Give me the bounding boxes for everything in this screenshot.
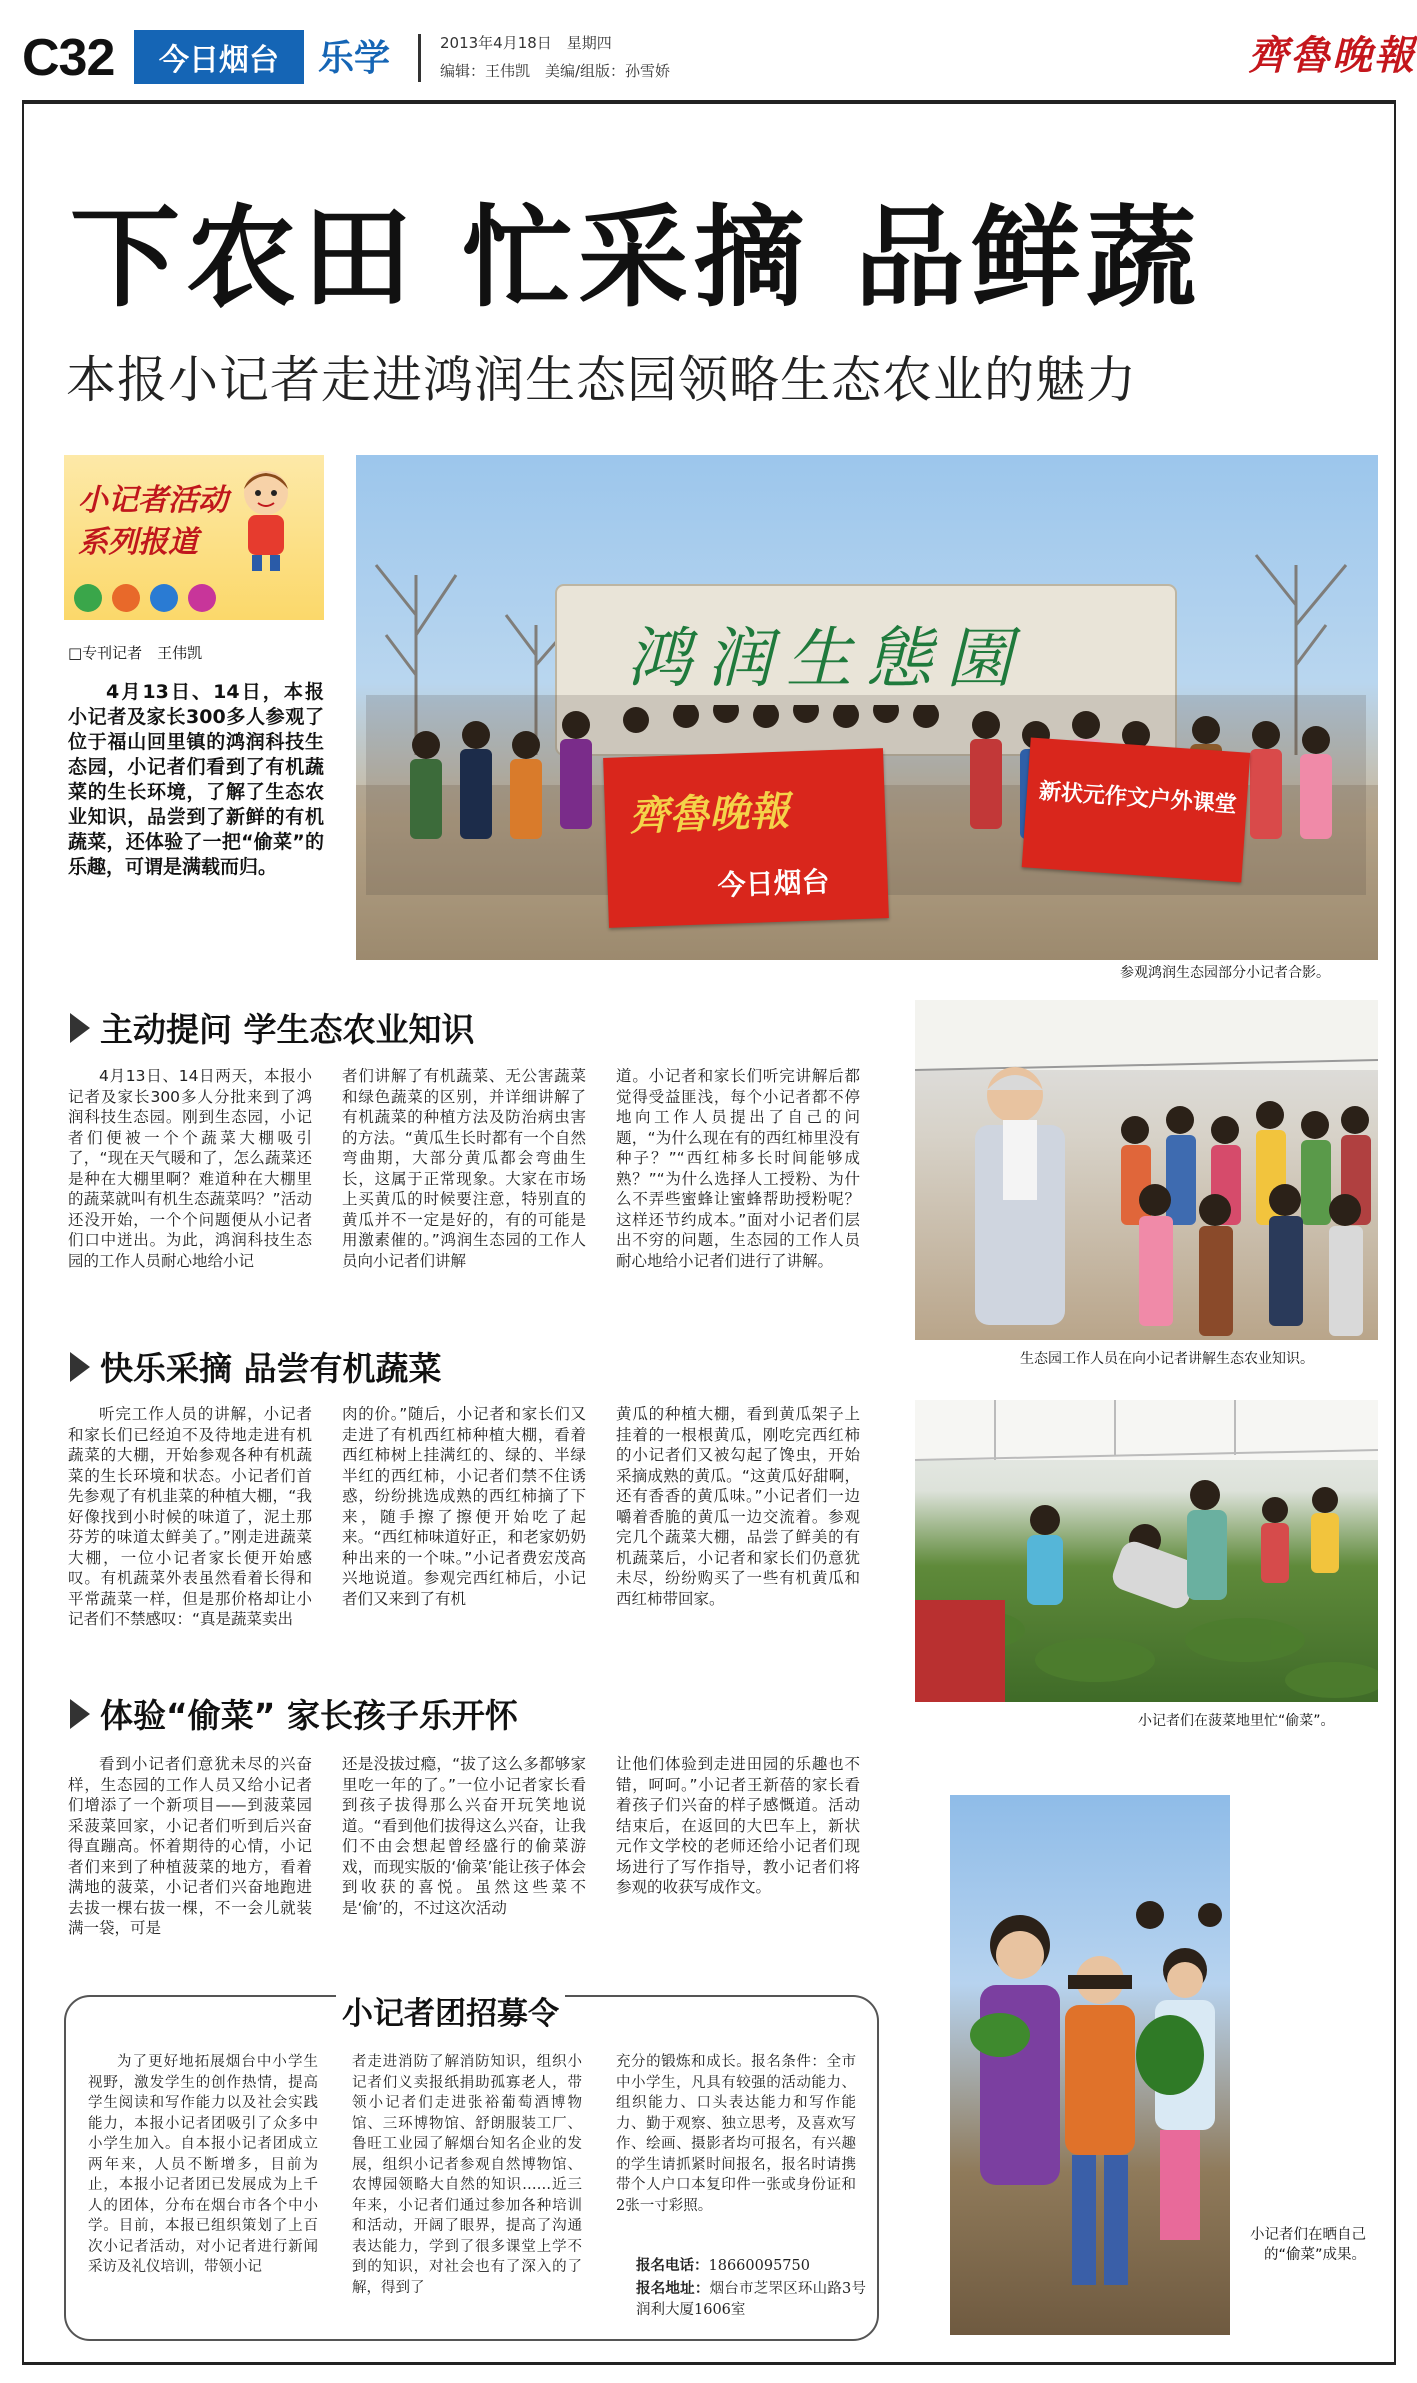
lecture-photo-caption: 生态园工作人员在向小记者讲解生态农业知识。 <box>1020 1351 1314 1367</box>
section-name: 乐学 <box>318 38 391 79</box>
lecture-scene <box>915 1000 1378 1340</box>
recruit-col1: 为了更好地拓展烟台中小学生视野，激发学生的创作热情，提高学生阅读和写作能力以及社会实践能力，本报小记者团吸引了众多中小学生加入。自本报小记者团成立两年来，人员不断增多，目前为止，本报小记者团已发展成为上千人的团体，分布在烟台市各个中小学。目前，本报已组织策划了上百次小记者活动，对小记者进行新闻采访及礼仪培训，带领小记 <box>88 2054 318 2275</box>
recruit-address <box>636 2279 866 2323</box>
park-sign: 鸿润生態園 <box>626 620 1026 697</box>
recruit-col2: 者走进消防了解消防知识，组织小记者们义卖报纸捐助孤寡老人，带领小记者们走进张裕葡萄酒博物馆、三环博物馆、舒朗服装工厂、鲁旺工业园了解烟台知名企业的发展，组织小记者参观自然博物馆、农博园领略大自然的知识……近三年来，小记者们通过参加各种培训和活动，开阔了眼界，提高了沟通表达能力，学到了很多课堂上学不到的知识，对社会也有了深入的了解，得到了 <box>352 2054 582 2296</box>
subheadline: 本报小记者走进鸿润生态园领略生态农业的魅力 <box>66 351 1137 409</box>
pinwheel-icon <box>188 584 216 612</box>
recruit-address-text: 烟台市芝罘区环山路3号润利大厦1606室 <box>636 2281 866 2318</box>
section1-col3: 道。小记者和家长们听完讲解后都觉得受益匪浅，每个小记者都不停地向工作人员提出了自己的问题，“为什么现在有的西红柿里没有种子？”“西红柿多长时间能够成熟？”“为什么选择人工授粉、为什么不弄些蜜蜂让蜜蜂帮助授粉呢？这样还节约成本。”面对小记者们层出不穷的问题，生态园的工作人员耐心地给小记者们进行了讲解。 <box>616 1067 860 1270</box>
harvest-photo <box>950 1795 1230 2335</box>
right-frame <box>1394 104 1396 2364</box>
left-frame <box>22 104 24 2364</box>
top-rule <box>22 100 1396 104</box>
group-photo <box>356 455 1378 960</box>
headline: 下农田 忙采摘 品鲜蔬 <box>70 194 1203 322</box>
recruit-col3: 充分的锻炼和成长。报名条件：全市中小学生，凡具有较强的活动能力、组织能力、口头表达能力和写作能力、勤于观察、独立思考，及喜欢写作、绘画、摄影者均可报名，有兴趣的学生请抓紧时间报名，报名时请携带个人户口本复印件一张或身份证和2张一寸彩照。 <box>616 2054 856 2214</box>
recruit-phone <box>636 2256 866 2278</box>
group-photo-caption: 参观鸿润生态园部分小记者合影。 <box>1120 965 1330 981</box>
masthead-divider <box>418 34 421 82</box>
recruit-phone-number: 18660095750 <box>708 2258 810 2274</box>
field-scene <box>915 1400 1378 1702</box>
harvest-photo-caption: 小记者们在晒自己的“偷菜”成果。 <box>1250 2227 1366 2263</box>
issue-date: 2013年4月18日 星期四 <box>440 34 612 52</box>
triangle-marker-icon <box>70 1699 90 1729</box>
lead-paragraph: 4月13日、14日，本报小记者及家长300多人参观了位于福山回里镇的鸿润科技生态园，小记者们看到了有机蔬菜的生长环境，了解了生态农业知识，品尝到了新鲜的有机蔬菜，还体验了一把“偷菜”的乐趣，可谓是满载而归。 <box>68 681 324 878</box>
newspaper-logo: 齊魯晚報 <box>1248 32 1416 79</box>
section-heading-3 <box>70 1690 518 1737</box>
series-badge <box>64 455 324 620</box>
red-banner-xinzhuangyuan <box>1022 737 1251 882</box>
series-badge-line2: 系列报道 <box>78 525 198 560</box>
banner-qilu-sub: 今日烟台 <box>717 865 831 903</box>
field-photo <box>915 1400 1378 1702</box>
harvest-scene <box>950 1795 1230 2335</box>
section3-col1: 看到小记者们意犹未尽的兴奋样，生态园的工作人员又给小记者们增添了一个新项目——到菠菜园采菠菜回家，小记者们听到后兴奋得直蹦高。怀着期待的心情，小记者们来到了种植菠菜的地方，看着满地的菠菜，小记者们兴奋地跑进去拔一棵右拔一棵，不一会儿就装满一袋，可是 <box>68 1755 312 1937</box>
section-title-2: 快乐采摘 品尝有机蔬菜 <box>100 1349 442 1388</box>
pinwheel-icon <box>74 584 102 612</box>
pinwheel-icon <box>112 584 140 612</box>
bottom-rule <box>22 2362 1396 2365</box>
triangle-marker-icon <box>70 1013 90 1043</box>
triangle-marker-icon <box>70 1352 90 1382</box>
cartoon-kid-icon <box>226 463 306 573</box>
banner-qilu-text: 齊魯晚報 <box>628 787 790 841</box>
page-number: C32 <box>22 29 115 87</box>
section-heading-1 <box>70 1004 475 1051</box>
lecture-photo <box>915 1000 1378 1340</box>
byline: □专刊记者 王伟凯 <box>68 644 203 662</box>
section3-col2: 还是没拔过瘾，“拔了这么多都够家里吃一年的了。”一位小记者家长看到孩子拔得那么兴奋开玩笑地说道。“看到他们拔得这么兴奋，让我们不由会想起曾经盛行的偷菜游戏，而现实版的‘偷菜’能让孩子体会到收获的喜悦。虽然这些菜不是‘偷’的，不过这次活动 <box>342 1755 586 1917</box>
editors-line: 编辑：王伟凯 美编/组版：孙雪娇 <box>440 62 671 80</box>
banner-xzy-text: 新状元作文户外课堂 <box>1038 779 1238 818</box>
red-banner-qilu <box>603 748 889 928</box>
section1-col1: 4月13日、14日两天，本报小记者及家长300多人分批来到了鸿润科技生态园。刚到生态园，小记者们便被一个个蔬菜大棚吸引了，“现在天气暖和了，怎么蔬菜还是种在大棚里啊？难道种在大棚里的蔬菜就叫有机生态蔬菜吗？”活动还没开始，一个个问题便从小记者们口中迸出。为此，鸿润科技生态园的工作人员耐心地给小记 <box>68 1067 312 1270</box>
section1-col2: 者们讲解了有机蔬菜、无公害蔬菜和绿色蔬菜的区别，并详细讲解了有机蔬菜的种植方法及防治病虫害的方法。“黄瓜生长时都有一个自然弯曲期，大部分黄瓜都会弯曲生长，这属于正常现象。大家在市场上买黄瓜的时候要注意，特别直的黄瓜并不一定是好的，有的可能是用激素催的。”鸿润生态园的工作人员向小记者们讲解 <box>342 1067 586 1270</box>
series-badge-line1: 小记者活动 <box>78 483 228 518</box>
recruitment-title: 小记者团招募令 <box>336 1988 565 2033</box>
recruit-address-label: 报名地址： <box>636 2280 710 2297</box>
pinwheel-icon <box>150 584 178 612</box>
section2-col1: 听完工作人员的讲解，小记者和家长们已经迫不及待地走进有机蔬菜的大棚，开始参观各种有机蔬菜的生长环境和状态。小记者们首先参观了有机韭菜的种植大棚，“我好像找到小时候的味道了，泥土那芬芳的味道太鲜美了。”刚走进蔬菜大棚，一位小记者家长便开始感叹。有机蔬菜外表虽然看着长得和平常蔬菜一样，但是那价格却让小记者们不禁感叹：“真是蔬菜卖出 <box>68 1405 312 1628</box>
section-title-3: 体验“偷菜” 家长孩子乐开怀 <box>100 1696 518 1735</box>
recruit-phone-label: 报名电话： <box>636 2257 709 2274</box>
edition-badge: 今日烟台 <box>134 30 304 84</box>
field-photo-caption: 小记者们在菠菜地里忙“偷菜”。 <box>1138 1713 1335 1729</box>
section-heading-2 <box>70 1343 442 1390</box>
section-title-1: 主动提问 学生态农业知识 <box>100 1010 475 1049</box>
section3-col3: 让他们体验到走进田园的乐趣也不错，呵呵。”小记者王新蓓的家长看着孩子们兴奋的样子感慨道。活动结束后，在返回的大巴车上，新状元作文学校的老师还给小记者们现场进行了写作指导，教小记者们将参观的收获写成作文。 <box>616 1755 860 1896</box>
section2-col2: 肉的价。”随后，小记者和家长们又走进了有机西红柿种植大棚，看着西红柿树上挂满红的、绿的、半绿半红的西红柿，小记者们禁不住诱惑，纷纷挑选成熟的西红柿摘了下来，随手擦了擦便开始吃了起来。“西红柿味道好正，和老家奶奶种出来的一个味。”小记者费宏茂高兴地说道。参观完西红柿后，小记者们又来到了有机 <box>342 1405 586 1608</box>
section2-col3: 黄瓜的种植大棚，看到黄瓜架子上挂着的一根根黄瓜，刚吃完西红柿的小记者们又被勾起了馋虫，开始采摘成熟的黄瓜。“这黄瓜好甜啊，还有香香的黄瓜味。”小记者们一边嚼着香脆的黄瓜一边交流着。参观完几个蔬菜大棚，品尝了鲜美的有机蔬菜后，小记者和家长们仍意犹未尽，纷纷购买了一些有机黄瓜和西红柿带回家。 <box>616 1405 860 1608</box>
